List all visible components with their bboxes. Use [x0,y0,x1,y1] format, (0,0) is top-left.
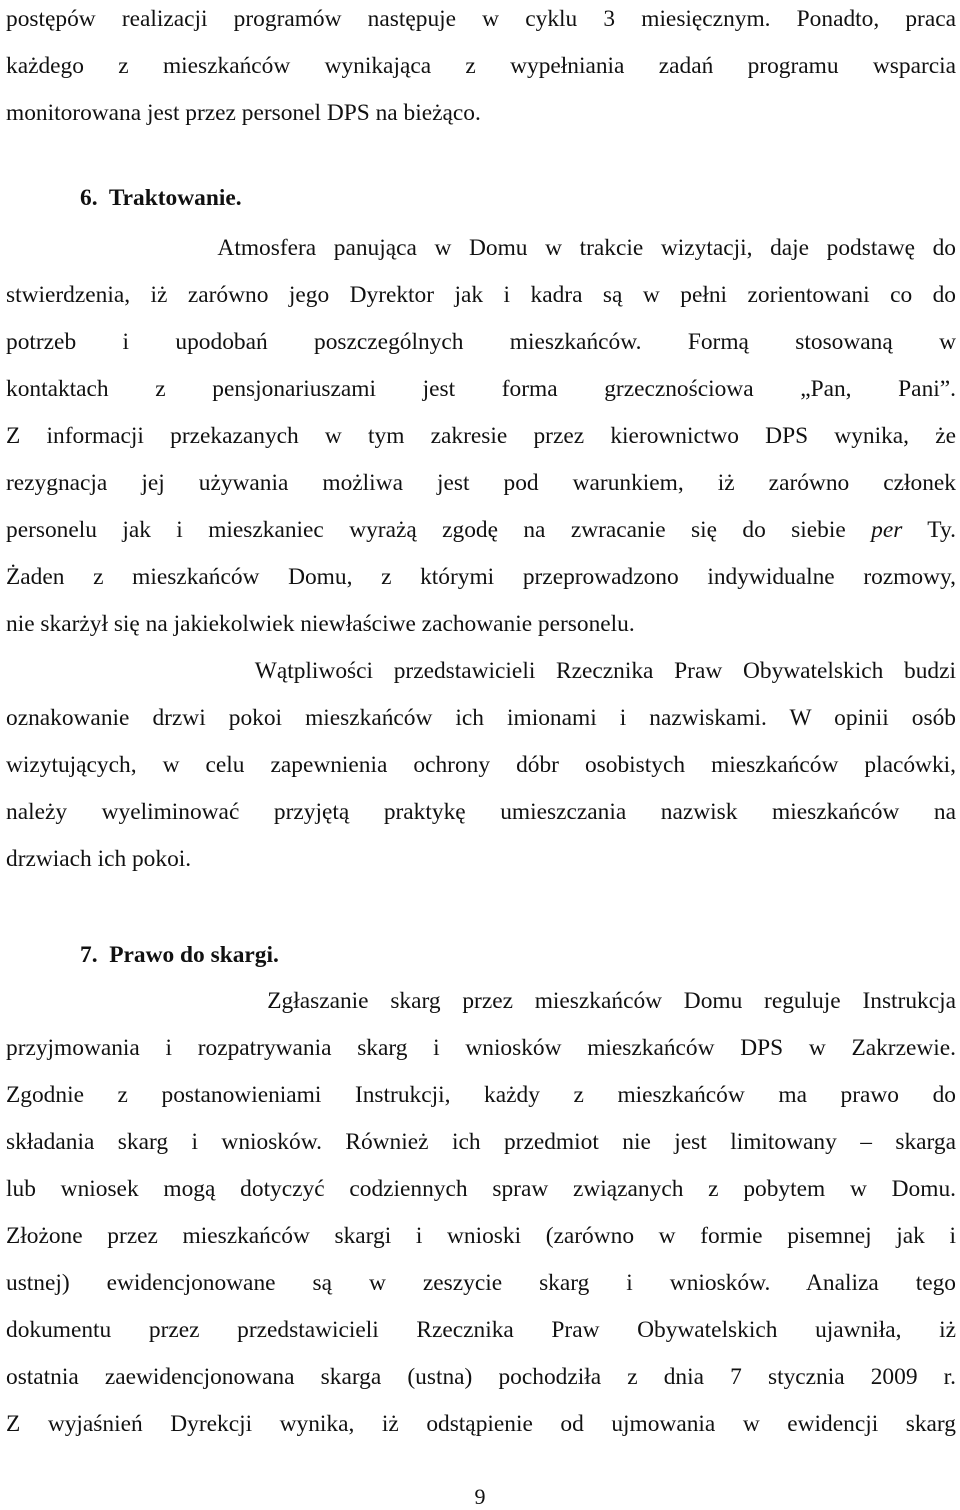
paragraph-line: Z informacji przekazanych w tym zakresie przez kierownictwo DPS wynika, że [6,423,956,449]
paragraph-line: przyjmowania i rozpatrywania skarg i wniosków mieszkańców DPS w Zakrzewie. [6,1035,956,1061]
paragraph-line: Zgodnie z postanowieniami Instrukcji, każdy z mieszkańców ma prawo do [6,1082,956,1108]
paragraph-line: postępów realizacji programów następuje w cyklu 3 miesięcznym. Ponadto, praca [6,6,956,32]
paragraph-line: Wątpliwości przedstawicieli Rzecznika Praw Obywatelskich budzi [6,658,956,684]
paragraph-line: Złożone przez mieszkańców skargi i wnioski (zarówno w formie pisemnej jak i [6,1223,956,1249]
paragraph-line-per [6,515,956,545]
section-heading-6: 6. Traktowanie. [80,185,242,211]
paragraph-line: oznakowanie drzwi pokoi mieszkańców ich imionami i nazwiskami. W opinii osób [6,705,956,731]
paragraph-line: drzwiach ich pokoi. [6,846,192,872]
paragraph-line: stwierdzenia, iż zarówno jego Dyrektor jak i kadra są w pełni zorientowani co do [6,282,956,308]
paragraph-line: dokumentu przez przedstawicieli Rzecznika Praw Obywatelskich ujawniła, iż [6,1317,956,1343]
paragraph-line: nie skarżył się na jakiekolwiek niewłaściwe zachowanie personelu. [6,611,635,637]
page-number: 9 [474,1484,486,1509]
paragraph-line: lub wniosek mogą dotyczyć codziennych spraw związanych z pobytem w Domu. [6,1176,956,1202]
section-heading-7: 7. Prawo do skargi. [80,942,279,968]
line-text: personelu jak i mieszkaniec wyrażą zgodę na zwracanie się do siebie [6,517,872,543]
paragraph-line: Żaden z mieszkańców Domu, z którymi przeprowadzono indywidualne rozmowy, [6,564,956,590]
paragraph-line: ostatnia zaewidencjonowana skarga (ustna) pochodziła z dnia 7 stycznia 2009 r. [6,1364,956,1390]
paragraph-line: wizytujących, w celu zapewnienia ochrony dóbr osobistych mieszkańców placówki, [6,752,956,778]
paragraph-line: Atmosfera panująca w Domu w trakcie wizytacji, daje podstawę do [6,235,956,261]
paragraph-line: kontaktach z pensjonariuszami jest forma grzecznościowa „Pan, Pani”. [6,376,956,402]
paragraph-line: ustnej) ewidencjonowane są w zeszycie skarg i wniosków. Analiza tego [6,1270,956,1296]
paragraph-line: monitorowana jest przez personel DPS na bieżąco. [6,100,481,126]
paragraph-line: potrzeb i upodobań poszczególnych mieszkańców. Formą stosowaną w [6,329,956,355]
line-text: Ty. [902,517,956,543]
paragraph-line: Zgłaszanie skarg przez mieszkańców Domu reguluje Instrukcja [6,988,956,1014]
italic-per: per [871,517,903,543]
paragraph-line: Z wyjaśnień Dyrekcji wynika, iż odstąpienie od ujmowania w ewidencji skarg [6,1411,956,1437]
paragraph-line: należy wyeliminować przyjętą praktykę umieszczania nazwisk mieszkańców na [6,799,956,825]
paragraph-line: składania skarg i wniosków. Również ich przedmiot nie jest limitowany – skarga [6,1129,956,1155]
paragraph-line: rezygnacja jej używania możliwa jest pod warunkiem, iż zarówno członek [6,470,956,496]
paragraph-line: każdego z mieszkańców wynikająca z wypełniania zadań programu wsparcia [6,53,956,79]
